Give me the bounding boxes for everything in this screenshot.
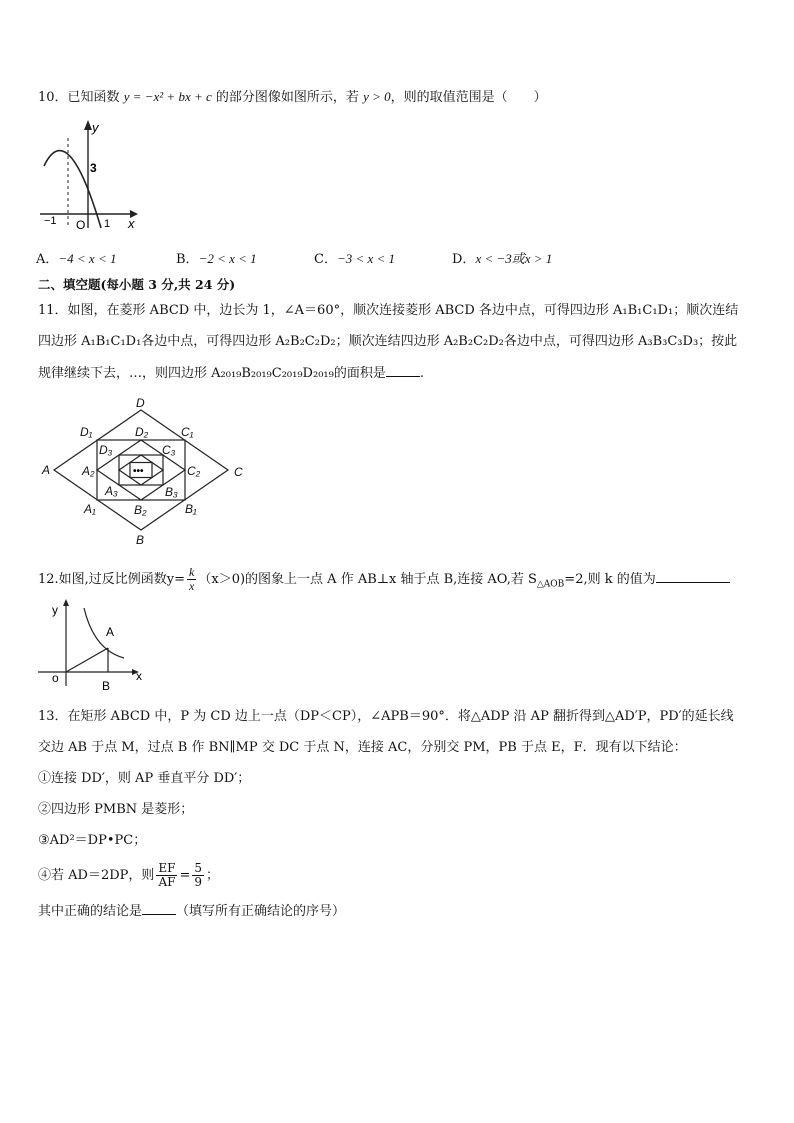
y-label: y — [52, 603, 58, 617]
label-c: C — [234, 465, 243, 479]
right-tick-label: 1 — [104, 218, 111, 230]
label-b2: B₂ — [134, 503, 147, 517]
q11-line2: 四边形 A₁B₁C₁D₁各边中点，可得四边形 A₂B₂C₂D₂；顺次连结四边形 A₂B₂C₂D₂各边中点，可得四边形 A₃B₃C₃D₃；按此 — [38, 334, 738, 349]
label-a2: A₂ — [82, 464, 95, 478]
q10-text-a: 已知函数 — [67, 90, 120, 105]
q12-text-c: =2,则 k 的值为 — [564, 572, 656, 587]
q12-text-a: 12.如图,过反比例函数y= — [38, 572, 186, 587]
q10-number: 10． — [38, 90, 68, 105]
label-d1: D₁ — [80, 425, 93, 439]
q10-text-c: ，则的取值范围是（ ） — [390, 90, 547, 105]
x-label: x — [136, 669, 142, 683]
option-a-label: A． — [36, 252, 59, 267]
q13-ask — [38, 902, 345, 921]
origin-label: o — [52, 671, 59, 685]
label-d: D — [136, 396, 145, 410]
y-axis-arrow — [63, 599, 69, 606]
q10-text-b: 的部分图像如图所示，若 — [215, 90, 359, 105]
x-label: x — [128, 216, 135, 231]
point-a-label: A — [106, 625, 115, 639]
label-b: B — [136, 533, 145, 546]
q11-line3-text: 规律继续下去，…，则四边形 A₂₀₁₉B₂₀₁₉C₂₀₁₉D₂₀₁₉的面积是 — [38, 366, 386, 381]
option-d-expr: x < −3或x > 1 — [475, 251, 553, 266]
label-d3: D₃ — [99, 443, 113, 457]
q13-ask-text-b: （填写所有正确结论的序号） — [176, 904, 346, 919]
q10-condition: y > 0 — [363, 89, 391, 104]
q11-line1: 11．如图，在菱形 ABCD 中，边长为 1，∠A＝60°，顺次连接菱形 ABCD 各边中点，可得四边形 A₁B₁C₁D₁；顺次连结 — [38, 303, 739, 318]
label-a3: A₃ — [105, 484, 118, 498]
frac-den-af: AF — [158, 875, 176, 889]
q10-parabola-graph — [34, 116, 144, 236]
y-label: y — [92, 120, 99, 135]
label-c2: C₂ — [187, 464, 201, 478]
q11-rhombus-figure — [38, 396, 258, 546]
q11-answer-blank[interactable] — [386, 364, 420, 377]
ellipsis-dots: ••• — [133, 466, 144, 477]
q13-ask-text-a: 其中正确的结论是 — [38, 904, 143, 919]
option-d-label: D． — [452, 252, 476, 267]
q13-line1: 13．在矩形 ABCD 中，P 为 CD 边上一点（DP＜CP），∠APB＝90°．将△ADP 沿 AP 翻折得到△AD′P，PD′的延长线 — [38, 709, 734, 724]
point-b-label: B — [102, 679, 111, 693]
label-d2: D₂ — [135, 425, 149, 439]
label-a: A — [42, 463, 51, 477]
q13-conclusion-2: ②四边形 PMBN 是菱形； — [38, 802, 194, 817]
option-d[interactable] — [452, 250, 552, 269]
option-b-expr: −2 < x < 1 — [198, 251, 257, 266]
option-a-expr: −4 < x < 1 — [58, 251, 117, 266]
q12-frac-num: k — [189, 565, 195, 579]
frac-den-9: 9 — [194, 875, 203, 889]
label-a1: A₁ — [84, 502, 96, 516]
q13-fraction-ef-af — [156, 862, 177, 889]
option-c-label: C． — [314, 252, 337, 267]
option-b[interactable] — [176, 250, 257, 269]
q13-conclusion-3: ③AD²＝DP•PC； — [38, 833, 147, 848]
segment-ao — [66, 648, 108, 672]
label-b1: B₁ — [185, 502, 197, 516]
q13-fraction-5-9 — [192, 862, 204, 889]
q13-conclusion-4 — [38, 862, 219, 889]
q13-c4-text: ④若 AD＝2DP，则 — [38, 868, 155, 883]
left-tick-label: −1 — [44, 215, 57, 227]
frac-num-ef: EF — [158, 861, 176, 875]
y-intercept-label: 3 — [90, 161, 97, 175]
label-b3: B₃ — [165, 485, 178, 499]
option-a[interactable] — [36, 250, 116, 269]
q12-stem — [38, 566, 730, 594]
q12-answer-blank[interactable] — [656, 570, 730, 583]
equals-sign: = — [179, 868, 191, 883]
label-c1: C₁ — [181, 425, 194, 439]
q10-stem — [38, 88, 547, 107]
origin-label: O — [76, 218, 86, 232]
q10-formula: y = −x² + bx + c — [123, 89, 212, 104]
q13-c4-end: ； — [206, 868, 220, 883]
q13-answer-blank[interactable] — [142, 902, 176, 915]
label-c3: C₃ — [162, 443, 176, 457]
option-c-expr: −3 < x < 1 — [336, 251, 396, 266]
y-axis-arrow — [84, 120, 92, 130]
q12-hyperbola-graph — [36, 596, 166, 696]
frac-num-5: 5 — [194, 861, 203, 875]
q12-area-subscript: △AOB — [536, 579, 565, 590]
q12-frac-den: x — [189, 579, 195, 593]
q13-line2: 交边 AB 于点 M，过点 B 作 BN∥MP 交 DC 于点 N，连接 AC，分别交 PM，PB 于点 E，F．现有以下结论： — [38, 740, 687, 755]
q12-text-b: （x＞0)的图象上一点 A 作 AB⊥x 轴于点 B,连接 AO,若 S — [198, 572, 537, 587]
option-b-label: B． — [176, 252, 199, 267]
option-c[interactable] — [314, 250, 395, 269]
q13-conclusion-1: ①连接 DD′，则 AP 垂直平分 DD′； — [38, 771, 251, 786]
q11-line3 — [38, 364, 424, 383]
section-heading: 二、填空题(每小题 3 分,共 24 分) — [38, 277, 236, 292]
q11-period: . — [419, 366, 424, 381]
q12-fraction — [187, 566, 196, 593]
